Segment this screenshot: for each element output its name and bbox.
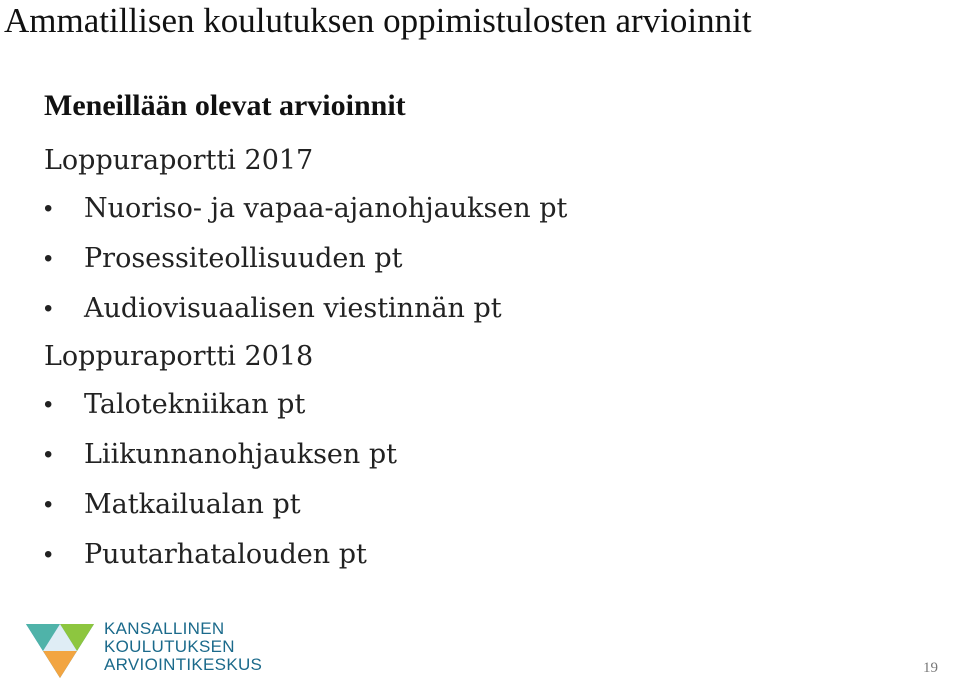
list-item: • Talotekniikan pt: [44, 380, 944, 430]
slide-content: [44, 86, 944, 580]
report-heading: Loppuraportti 2017: [44, 145, 314, 176]
bullet-list: [44, 184, 944, 334]
logo-line: KOULUTUKSEN: [104, 637, 235, 656]
bullet-icon: •: [44, 295, 53, 322]
bullet-list: [44, 380, 944, 580]
report-group-2018: [44, 334, 944, 580]
bullet-icon: •: [44, 491, 53, 518]
logo-line: ARVIOINTIKESKUS: [104, 655, 263, 674]
report-heading: Loppuraportti 2018: [44, 341, 314, 372]
bullet-icon: •: [44, 195, 53, 222]
bullet-icon: •: [44, 441, 53, 468]
list-item: • Puutarhatalouden pt: [44, 530, 944, 580]
bullet-icon: •: [44, 541, 53, 568]
organization-logo: [24, 618, 264, 680]
triangle-logo-icon: [24, 618, 96, 680]
list-item: • Matkailualan pt: [44, 480, 944, 530]
slide-title: Ammatillisen koulutuksen oppimistulosten arvioinnit: [4, 1, 752, 40]
logo-line: KANSALLINEN: [104, 619, 225, 638]
section-heading: Meneillään olevat arvioinnit: [44, 89, 406, 122]
page-number: 19: [923, 660, 938, 676]
list-item: • Audiovisuaalisen viestinnän pt: [44, 284, 944, 334]
list-item: • Liikunnanohjauksen pt: [44, 430, 944, 480]
list-item: • Prosessiteollisuuden pt: [44, 234, 944, 284]
bullet-icon: •: [44, 391, 53, 418]
report-group-2017: [44, 138, 944, 334]
list-item: • Nuoriso- ja vapaa-ajanohjauksen pt: [44, 184, 944, 234]
logo-wordmark: [104, 620, 262, 674]
bullet-icon: •: [44, 245, 53, 272]
